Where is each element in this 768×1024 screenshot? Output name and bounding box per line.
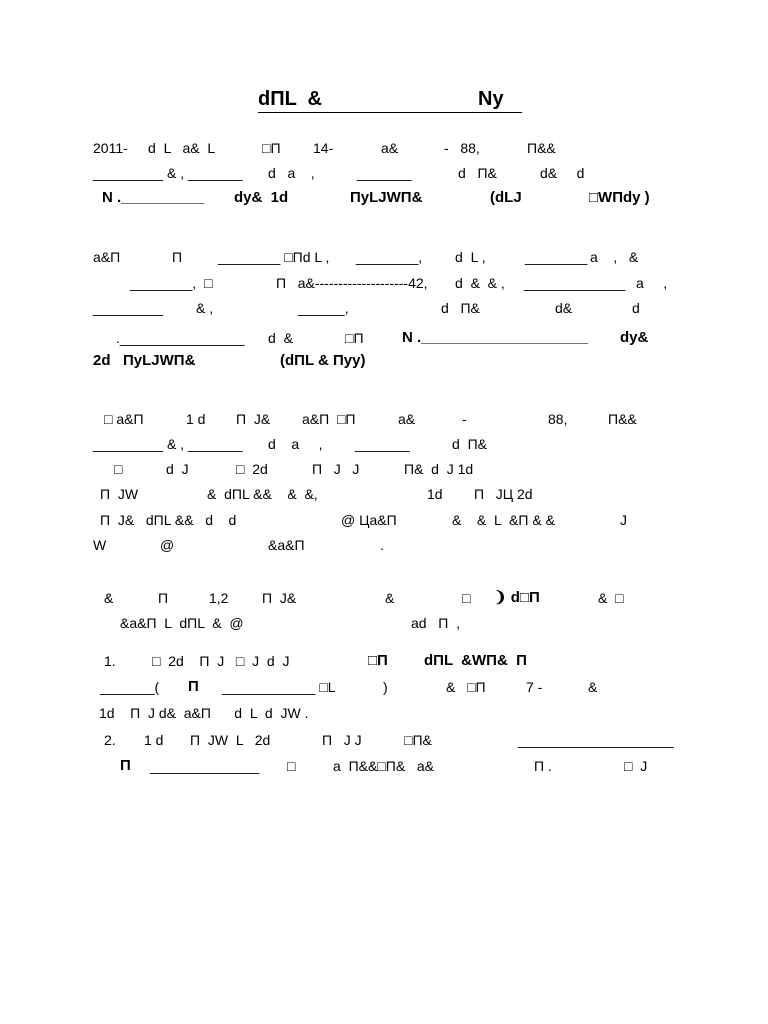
text-line [0, 248, 768, 266]
blank-field: ______, [298, 300, 349, 316]
text-segment: П [172, 249, 183, 265]
text-segment: □ [114, 461, 123, 477]
text-segment: □ 2d [236, 461, 268, 477]
text-segment: П&& [608, 411, 637, 427]
text-segment: П J& [236, 411, 271, 427]
text-segment: П&& [527, 140, 556, 156]
text-segment: П JW [100, 486, 139, 502]
text-line [0, 352, 768, 370]
text-line [0, 536, 768, 554]
text-segment: П JЦ 2d [474, 486, 533, 502]
text-line [0, 757, 768, 775]
title-part-2: Ny [478, 88, 504, 110]
text-segment: dПL &WП& П [424, 652, 527, 669]
text-segment: d [632, 300, 640, 316]
text-segment: 2011- [93, 140, 128, 156]
text-line [0, 589, 768, 607]
text-segment: □ [462, 590, 471, 606]
text-segment: П a&--------------------42, [276, 275, 428, 291]
text-segment: ) [383, 679, 388, 695]
text-line [0, 460, 768, 478]
text-segment: d a , [268, 436, 323, 452]
text-segment: □ 2d П J □ J d J [152, 653, 290, 669]
text-segment: d & [268, 330, 293, 346]
blank-field: N .__________ [102, 189, 205, 206]
blank-field: ________ □Пd L , [218, 249, 330, 265]
text-segment: a& [398, 411, 416, 427]
text-segment: a&П [93, 249, 121, 265]
text-segment: & & L &П & & [452, 512, 555, 528]
text-segment: П JW L 2d [190, 732, 271, 748]
blank-field: _______ [357, 165, 412, 181]
text-segment: & □П [446, 679, 486, 695]
blank-field: N .____________________ [402, 329, 589, 346]
list-number: 2. [104, 732, 116, 748]
text-segment: (dLJ [490, 189, 522, 206]
text-line [0, 678, 768, 696]
text-segment: П [158, 590, 169, 606]
text-line [0, 731, 768, 749]
text-segment: 1,2 [209, 590, 229, 606]
text-segment: □ a&П [104, 411, 144, 427]
text-segment: 7 - [526, 679, 543, 695]
text-segment: d П& [441, 300, 480, 316]
text-segment: & , [196, 300, 214, 316]
blank-field: _________ & , _______ [93, 436, 243, 452]
text-segment: - [462, 411, 467, 427]
title-part-1: dПL & [258, 88, 323, 110]
text-segment: dy& 1d [234, 189, 289, 206]
text-segment: a&П □П [302, 411, 356, 427]
text-segment: a , [636, 275, 668, 291]
text-segment: &a&П L dПL & @ [120, 615, 244, 631]
text-segment: W [93, 537, 107, 553]
list-number: 1. [104, 653, 116, 669]
text-segment: □П& [404, 732, 432, 748]
blank-field: ________ [525, 249, 588, 265]
text-segment: 1d [427, 486, 443, 502]
text-segment: &a&П [268, 537, 305, 553]
text-line [0, 189, 768, 207]
text-segment: & □ [598, 590, 624, 606]
text-line [0, 435, 768, 453]
text-segment: d П& [458, 165, 497, 181]
text-segment: П J J [322, 732, 362, 748]
text-segment: ПyLJWП& [350, 189, 423, 206]
text-segment: a , & [590, 249, 639, 265]
text-segment: J [620, 512, 627, 528]
text-segment: □П [345, 330, 364, 346]
text-segment: & [588, 679, 598, 695]
text-line [0, 485, 768, 503]
text-segment: 2d ПyLJWП& [93, 352, 196, 369]
blank-field: ________, [356, 249, 423, 265]
text-line [0, 274, 768, 292]
text-segment: a& [381, 140, 399, 156]
text-segment: & [104, 590, 114, 606]
text-line [0, 329, 768, 347]
blank-field: _______ [355, 436, 410, 452]
document-title [258, 88, 522, 113]
text-segment: □ J [624, 758, 648, 774]
text-segment: d & & , [455, 275, 505, 291]
text-segment: П [120, 757, 131, 774]
blank-field: _______( [100, 679, 160, 695]
blank-field: ______________ [150, 758, 260, 774]
text-segment: & dПL && & &, [207, 486, 318, 502]
text-line [0, 139, 768, 157]
text-segment: 1 d [144, 732, 164, 748]
text-segment: . [380, 537, 384, 553]
text-segment: d П& [452, 436, 487, 452]
text-line [0, 410, 768, 428]
text-segment: dy& [620, 329, 649, 346]
text-segment: ad П , [411, 615, 460, 631]
text-segment: П J& [262, 590, 297, 606]
text-segment: (dПL & Пyy) [280, 352, 366, 369]
text-segment: П J J [312, 461, 360, 477]
text-line [0, 164, 768, 182]
text-line [0, 614, 768, 632]
blank-field: _________ [93, 300, 164, 316]
text-segment: П [188, 678, 199, 695]
text-segment: □П [368, 652, 388, 669]
text-segment: d L , [455, 249, 486, 265]
text-line [0, 511, 768, 529]
blank-field: ____________________ [518, 732, 674, 748]
text-segment: П J& dПL && d d [100, 512, 237, 528]
text-segment: □WПdy ) [589, 189, 650, 206]
text-segment: 1d П J d& a&П d L d JW . [99, 705, 309, 721]
text-segment: □ [287, 758, 296, 774]
text-segment: 1 d [186, 411, 206, 427]
text-segment: □П [262, 140, 281, 156]
blank-field: ____________ □L [222, 679, 336, 695]
text-segment: d a , [268, 165, 315, 181]
text-segment: a П&&□П& a& [333, 758, 434, 774]
text-segment: П . [534, 758, 552, 774]
text-segment: 14- [313, 140, 334, 156]
text-line [0, 652, 768, 670]
text-segment: ❩ d□П [494, 589, 540, 606]
text-segment: 88, [548, 411, 568, 427]
blank-field: _________ & , _______ [93, 165, 243, 181]
text-segment: - 88, [444, 140, 480, 156]
text-segment: d J [166, 461, 189, 477]
text-segment: П& d J 1d [404, 461, 474, 477]
text-segment: d L a& L [148, 140, 216, 156]
text-line [0, 299, 768, 317]
text-segment: @ [160, 537, 175, 553]
blank-field: _____________ [524, 275, 626, 291]
text-segment: @ Цa&П [341, 512, 397, 528]
text-segment: d& d [540, 165, 585, 181]
blank-field: ________, □ [130, 275, 213, 291]
text-segment: & [385, 590, 395, 606]
text-segment: d& [555, 300, 573, 316]
blank-field: .________________ [116, 330, 245, 346]
text-line [0, 704, 768, 722]
